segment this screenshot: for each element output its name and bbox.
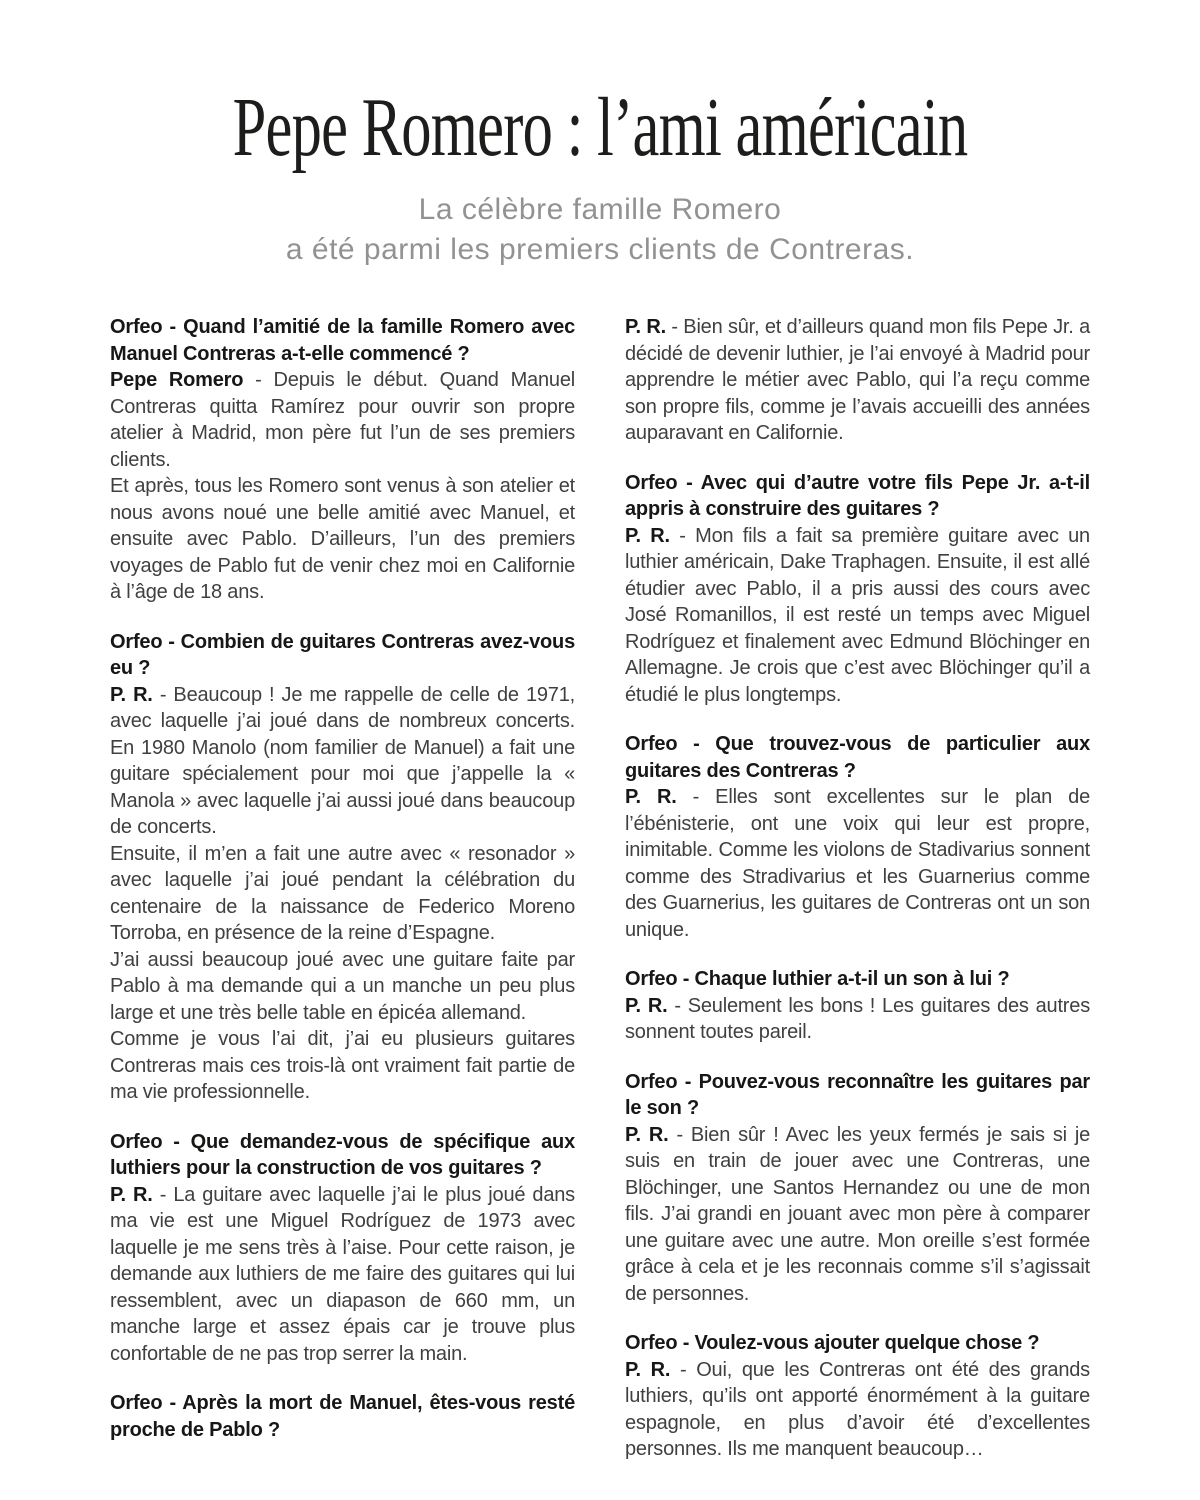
interview-answer-paragraph: P. R. - Elles sont excellentes sur le plan de l’ébénisterie, ont une voix qui leur est propre, inimitable. Comme les violons de Stadivarius sonnent comme des Stradivarius et les Guarnerius comme des Guarnerius, les guitares de Contreras ont un son unique.	[625, 786, 1090, 941]
interview-answer-paragraph: Comme je vous l’ai dit, j’ai eu plusieurs guitares Contreras mais ces trois-là ont vraiment fait partie de ma vie professionnelle.	[110, 1028, 575, 1103]
interview-answer-paragraph: J’ai aussi beaucoup joué avec une guitare faite par Pablo à ma demande qui a un manche un peu plus large et une très belle table en épicéa allemand.	[110, 948, 575, 1024]
interview-answer-paragraph: P. R. - Beaucoup ! Je me rappelle de celle de 1971, avec laquelle j’ai joué dans de nombreux concerts. En 1980 Manolo (nom familier de Manuel) a fait une guitare spécialement pour moi que j’appelle la « Manola » avec laquelle j’ai aussi joué dans beaucoup de concerts.	[110, 683, 575, 838]
interview-question: Orfeo - Quand l’amitié de la famille Romero avec Manuel Contreras a-t-elle commencé ?	[110, 316, 575, 365]
interview-answer-paragraph: P. R. - Seulement les bons ! Les guitares des autres sonnent toutes pareil.	[625, 994, 1090, 1043]
interview-answer-paragraph: P. R. - Oui, que les Contreras ont été des grands luthiers, qu’ils ont apporté énormément à la guitare espagnole, en plus d’avoir été d’excellentes personnes. Ils me manquent beaucoup…	[625, 1358, 1090, 1460]
subtitle-line-2: a été parmi les premiers clients de Contreras.	[285, 233, 915, 266]
speaker-label: P. R.	[625, 316, 666, 338]
interview-answer-paragraph: P. R. - Bien sûr ! Avec les yeux fermés je sais si je suis en train de jouer avec une Contreras, une Blöchinger, une Santos Hernandez ou une de mon fils. J’ai grandi en jouant avec mon père à comparer une guitare avec une autre. Mon oreille s’est formée grâce à cela et je les reconnais comme s’il s’agissait de personnes.	[625, 1123, 1090, 1305]
speaker-label: P. R.	[110, 1183, 153, 1206]
interview-answer-paragraph: Pepe Romero - Depuis le début. Quand Manuel Contreras quitta Ramírez pour ouvrir son propre atelier à Madrid, mon père fut l’un de ses premiers clients.	[110, 369, 575, 471]
interview-answer-paragraph: P. R. - Mon fils a fait sa première guitare avec un luthier américain, Dake Traphagen. Ensuite, il est allé étudier avec Pablo, il a pris aussi des cours avec José Romanillos, il est resté un temps avec Miguel Rodríguez et finalement avec Edmund Blöchinger en Allemagne. Je crois que c’est avec Blöchinger qu’il a étudié le plus longtemps.	[625, 524, 1090, 706]
interview-answer-paragraph: P. R. - La guitare avec laquelle j’ai le plus joué dans ma vie est une Miguel Rodríguez de 1973 avec laquelle je me sens très à l’aise. Pour cette raison, je demande aux luthiers de me faire des guitares qui lui ressemblent, avec un diapason de 660 mm, un manche large et assez épais car je trouve plus confortable de ne pas trop serrer la main.	[110, 1183, 575, 1365]
speaker-label: P. R.	[625, 1358, 671, 1381]
speaker-label: P. R.	[625, 994, 668, 1017]
speaker-label: P. R.	[625, 524, 670, 547]
interview-answer-paragraph: P. R. - Bien sûr, et d’ailleurs quand mon fils Pepe Jr. a décidé de devenir luthier, je l’ai envoyé à Madrid pour apprendre le métier avec Pablo, qui l’a reçu comme son propre fils, comme je l’avais accueilli des années auparavant en Californie.	[625, 316, 1090, 444]
interview-question: Orfeo - Que trouvez-vous de particulier aux guitares des Contreras ?	[625, 733, 1090, 782]
article-subtitle	[0, 190, 1200, 270]
article-body	[0, 314, 1200, 1463]
interview-question: Orfeo - Que demandez-vous de spécifique aux luthiers pour la construction de vos guitares ?	[110, 1130, 575, 1179]
interview-question: Orfeo - Chaque luthier a-t-il un son à lui ?	[625, 968, 1010, 990]
article-title: Pepe Romero : l’ami américain	[232, 81, 968, 174]
speaker-label: P. R.	[110, 683, 153, 706]
interview-question: Orfeo - Voulez-vous ajouter quelque chose ?	[625, 1332, 1040, 1354]
speaker-label: P. R.	[625, 786, 677, 808]
interview-question: Orfeo - Combien de guitares Contreras avez-vous eu ?	[110, 630, 575, 679]
speaker-label: P. R.	[625, 1123, 669, 1146]
subtitle-line-1: La célèbre famille Romero	[418, 193, 782, 226]
interview-question: Orfeo - Avec qui d’autre votre fils Pepe Jr. a-t-il appris à construire des guitares ?	[625, 471, 1090, 520]
interview-answer-paragraph: Ensuite, il m’en a fait une autre avec « resonador » avec laquelle j’ai joué pendant la célébration du centenaire de la naissance de Federico Moreno Torroba, en présence de la reine d’Espagne.	[110, 842, 575, 944]
interview-question: Orfeo - Pouvez-vous reconnaître les guitares par le son ?	[625, 1070, 1090, 1119]
interview-answer-paragraph: Et après, tous les Romero sont venus à son atelier et nous avons noué une belle amitié avec Manuel, et ensuite avec Pablo. D’ailleurs, l’un des premiers voyages de Pablo fut de venir chez moi en Californie à l’âge de 18 ans.	[110, 475, 575, 603]
interview-question: Orfeo - Après la mort de Manuel, êtes-vous resté proche de Pablo ?	[110, 1392, 575, 1441]
right-column	[625, 314, 1090, 1463]
left-column	[110, 314, 575, 1463]
article-header	[0, 81, 1200, 270]
speaker-label: Pepe Romero	[110, 369, 244, 391]
